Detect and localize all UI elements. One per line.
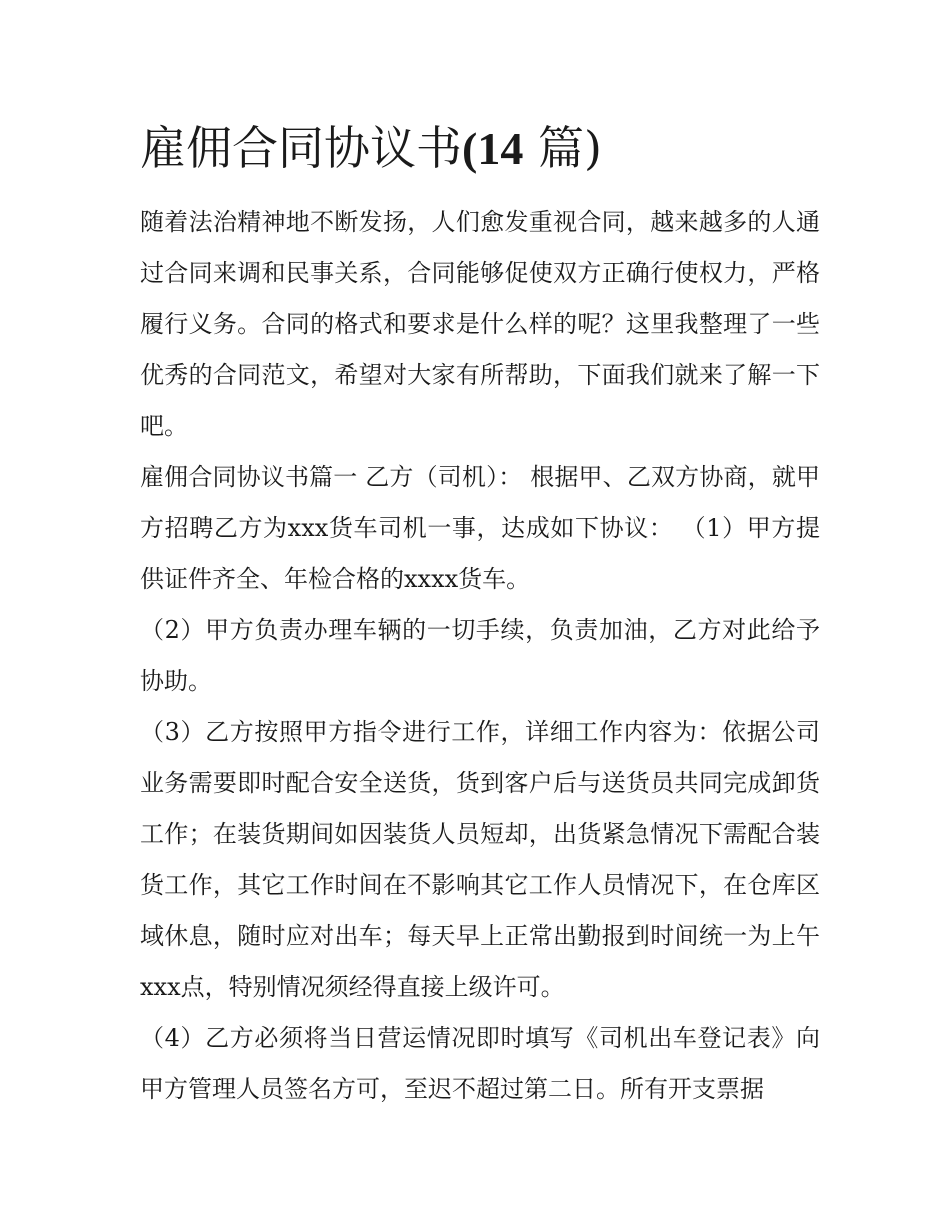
document-title	[140, 110, 820, 187]
document-content	[140, 110, 820, 1115]
paragraph-intro: 随着法治精神地不断发扬，人们愈发重视合同，越来越多的人通过合同来调和民事关系，合同能够促使双方正确行使权力，严格履行义务。合同的格式和要求是什么样的呢？这里我整理了一些优秀的合同范文，希望对大家有所帮助，下面我们就来了解一下吧。	[140, 208, 820, 440]
title-count: (14	[462, 123, 524, 174]
title-unit: 篇)	[537, 121, 602, 175]
title-main: 雇佣合同协议书	[140, 121, 462, 175]
paragraph-contract-one: 雇佣合同协议书篇一 乙方（司机）： 根据甲、乙双方协商，就甲方招聘乙方为xxx货车司机一事，达成如下协议： （1）甲方提供证件齐全、年检合格的xxxx货车。	[140, 463, 820, 593]
paragraph-clause-4: （4）乙方必须将当日营运情况即时填写《司机出车登记表》向甲方管理人员签名方可，至迟不超过第二日。所有开支票据	[140, 1024, 820, 1103]
paragraph-clause-2: （2）甲方负责办理车辆的一切手续，负责加油，乙方对此给予协助。	[140, 616, 820, 695]
paragraph-clause-3: （3）乙方按照甲方指令进行工作，详细工作内容为：依据公司业务需要即时配合安全送货，货到客户后与送货员共同完成卸货工作；在装货期间如因装货人员短却，出货紧急情况下需配合装货工作，其它工作时间在不影响其它工作人员情况下，在仓库区域休息，随时应对出车；每天早上正常出勤报到时间统一为上午xxx点，特别情况须经得直接上级许可。	[140, 718, 820, 1001]
